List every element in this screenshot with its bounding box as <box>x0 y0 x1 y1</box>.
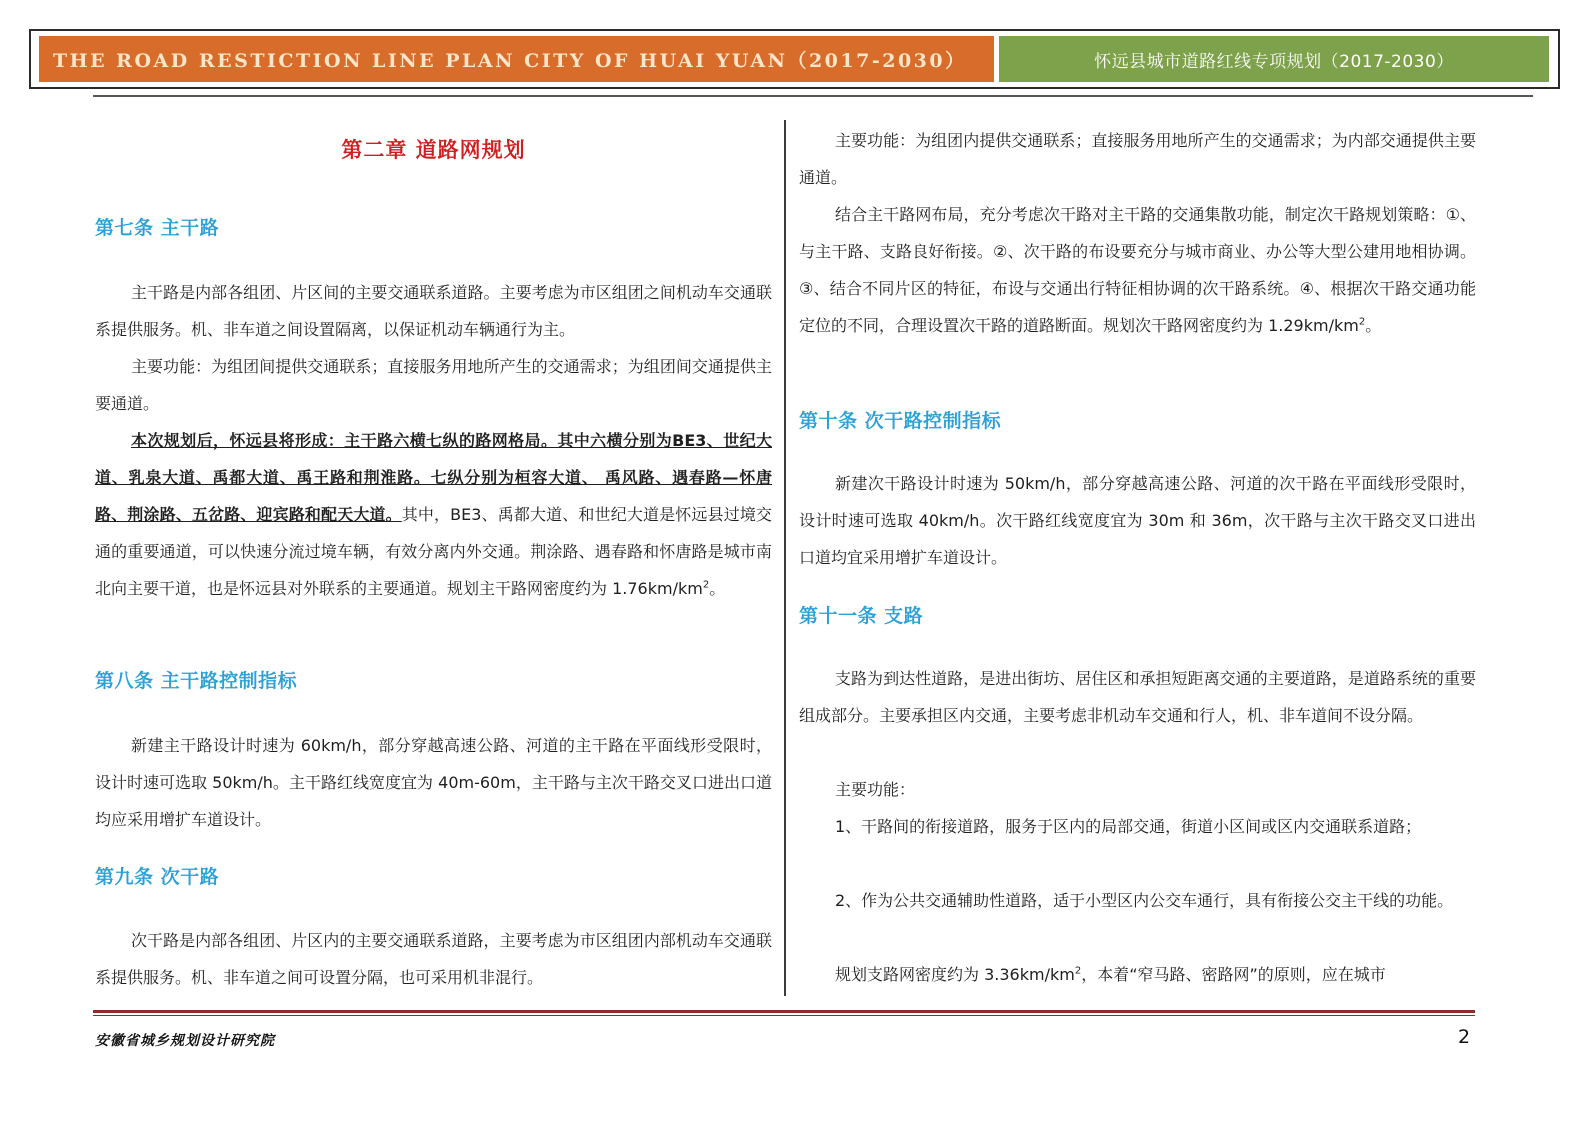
section-7-paragraph-1: 主干路是内部各组团、片区间的主要交通联系道路。主要考虑为市区组团之间机动车交通联系提供服务。机、非车道之间设置隔离，以保证机动车辆通行为主。 <box>95 283 772 339</box>
section-10-paragraph-1: 新建次干路设计时速为 50km/h，部分穿越高速公路、河道的次干路在平面线形受限时，设计时速可选取 40km/h。次干路红线宽度宜为 30m 和 36m，次干路与主次干路交叉口进出口道均宜采用增扩车道设计。 <box>799 474 1476 567</box>
superscript: 2 <box>1074 965 1082 977</box>
chapter-title: 第二章 道路网规划 <box>341 138 526 162</box>
section-7-paragraph-3 <box>95 422 772 607</box>
header-english-title: THE ROAD RESTICTION LINE PLAN CITY OF HUAI YUAN（2017-2030） <box>53 49 967 72</box>
section-11-function-label: 主要功能： <box>835 780 916 799</box>
secondary-road-function-paragraph: 主要功能：为组团内提供交通联系；直接服务用地所产生的交通需求；为内部交通提供主要通道。 <box>799 131 1476 187</box>
section-7-paragraph-2: 主要功能：为组团间提供交通联系；直接服务用地所产生的交通需求；为组团间交通提供主要通道。 <box>95 357 772 413</box>
section-8-paragraph-1: 新建主干路设计时速为 60km/h，部分穿越高速公路、河道的主干路在平面线形受限时，设计时速可选取 50km/h。主干路红线宽度宜为 40m-60m，主干路与主次干路交叉口进出口道均应采用增扩车道设计。 <box>95 736 772 829</box>
period: 。 <box>1365 316 1382 335</box>
page-number: 2 <box>1458 1026 1471 1048</box>
header-divider <box>93 95 1533 97</box>
section-9-heading: 第九条 次干路 <box>95 866 220 888</box>
header-chinese-title: 怀远县城市道路红线专项规划（2017-2030） <box>1094 51 1454 72</box>
secondary-road-strategy-paragraph <box>799 196 1476 344</box>
section-11-item-1: 1、干路间的衔接道路，服务于区内的局部交通，街道小区间或区内交通联系道路； <box>835 817 1422 836</box>
header-english-banner <box>39 36 994 82</box>
section-9-paragraph-1: 次干路是内部各组团、片区内的主要交通联系道路，主要考虑为市区组团内部机动车交通联系提供服务。机、非车道之间可设置分隔，也可采用机非混行。 <box>95 931 772 987</box>
footer-organization: 安徽省城乡规划设计研究院 <box>95 1033 275 1049</box>
superscript: 2 <box>1358 316 1366 328</box>
section-11-density-paragraph <box>799 956 1476 993</box>
section-7-heading: 第七条 主干路 <box>95 217 220 239</box>
section-11-paragraph-1: 支路为到达性道路，是进出街坊、居住区和承担短距离交通的主要道路，是道路系统的重要组成部分。主要承担区内交通，主要考虑非机动车交通和行人，机、非车道间不设分隔。 <box>799 669 1476 725</box>
header-chinese-banner <box>999 36 1549 82</box>
column-divider <box>784 120 786 996</box>
section-11-item-2: 2、作为公共交通辅助性道路，适于小型区内公交车通行，具有衔接公交主干线的功能。 <box>835 891 1454 910</box>
density-text-end: ，本着“窄马路、密路网”的原则，应在城市 <box>1081 965 1386 984</box>
section-8-heading: 第八条 主干路控制指标 <box>95 670 298 692</box>
section-10-heading: 第十条 次干路控制指标 <box>799 410 1002 432</box>
road-network-pattern-text: 本次规划后，怀远县将形成：主干路六横七纵的路网格局。其中六横分别为BE3、世纪大道、乳泉大道、禹都大道、禹王路和荆淮路。七纵分别为桓容大道、 禹风路、遇春路—怀唐路、荆涂路、五岔路、迎宾路和配天大道。 <box>95 431 772 524</box>
section-11-heading: 第十一条 支路 <box>799 605 924 627</box>
strategy-text: 结合主干路网布局，充分考虑次干路对主干路的交通集散功能，制定次干路规划策略：①、与主干路、支路良好衔接。②、次干路的布设要充分与城市商业、办公等大型公建用地相协调。③、结合不同片区的特征，布设与交通出行特征相协调的次干路系统。④、根据次干路交通功能定位的不同，合理设置次干路的道路断面。规划次干路网密度约为 1.29km/km <box>799 205 1476 335</box>
density-text: 规划支路网密度约为 3.36km/km <box>835 965 1075 984</box>
superscript: 2 <box>702 579 710 591</box>
road-network-detail-text: 其中，BE3、禹都大道、和世纪大道是怀远县过境交通的重要通道，可以快速分流过境车辆，有效分离内外交通。荆涂路、遇春路和怀唐路是城市南北向主要干道，也是怀远县对外联系的主要通道。规划主干路网密度约为 1.76km/km <box>95 505 772 598</box>
footer-divider-thin <box>93 1015 1475 1016</box>
document-header <box>29 29 1560 89</box>
period: 。 <box>709 579 726 598</box>
footer-divider <box>93 1010 1475 1013</box>
